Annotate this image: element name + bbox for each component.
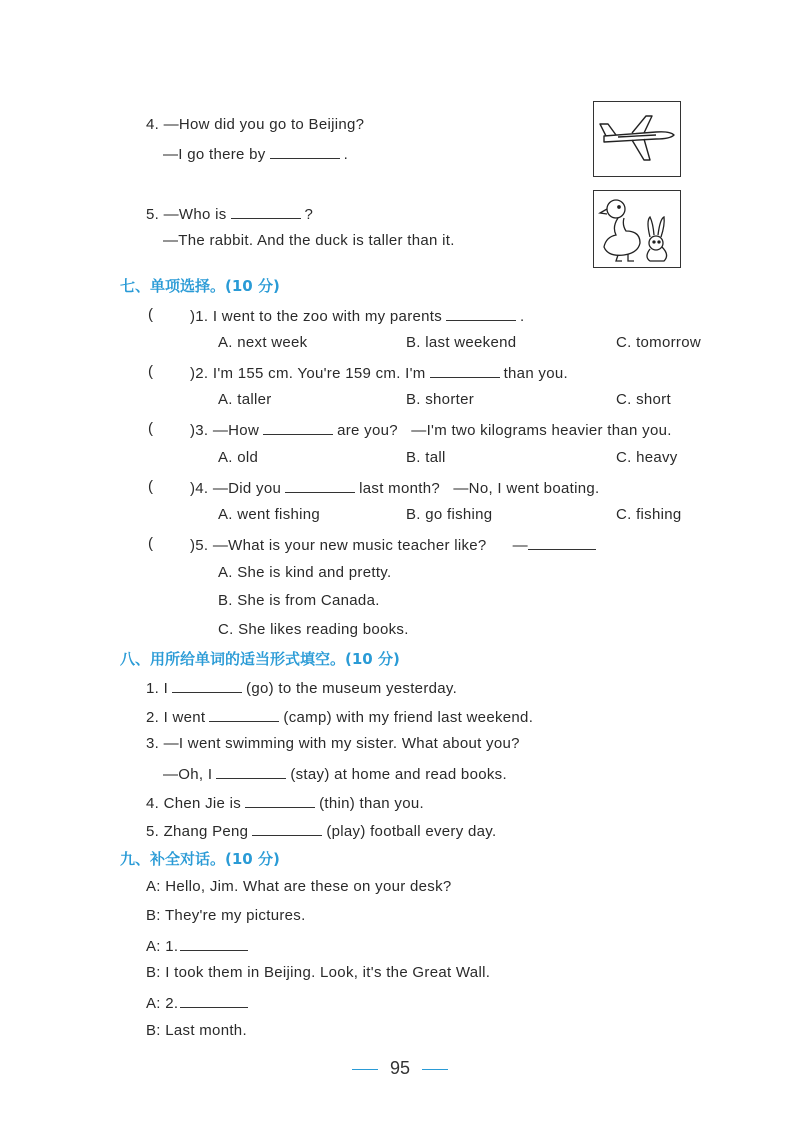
answer-blank[interactable] (263, 419, 333, 435)
answer-blank[interactable] (270, 143, 340, 159)
airplane-icon (594, 102, 680, 176)
s8-item-3: 3. —I went swimming with my sister. What about you? (146, 735, 520, 752)
q5-answer: —The rabbit. And the duck is taller than it. (163, 232, 455, 249)
s8-item-4: 4. Chen Jie is (thin) than you. (146, 792, 424, 814)
footer-divider (352, 1069, 378, 1070)
option-b[interactable]: B. go fishing (406, 506, 493, 523)
option-b[interactable]: B. shorter (406, 391, 475, 408)
duck-rabbit-picture (593, 190, 681, 268)
question-text: )4. —Did you last month? —No, I went boating. (190, 477, 599, 499)
airplane-picture (593, 101, 681, 177)
section-8-heading: 八、用所给单词的适当形式填空。(10 分) (120, 650, 400, 668)
option-a[interactable]: A. old (218, 449, 259, 466)
answer-blank[interactable] (245, 792, 315, 808)
answer-blank[interactable] (216, 763, 286, 779)
option-a[interactable]: A. next week (218, 334, 308, 351)
option-c[interactable]: C. fishing (616, 506, 682, 523)
answer-blank[interactable] (172, 677, 242, 693)
question-text: )3. —How are you? —I'm two kilograms heavier than you. (190, 419, 672, 441)
option-a[interactable]: A. taller (218, 391, 272, 408)
answer-blank[interactable] (180, 935, 248, 951)
option-a[interactable]: A. went fishing (218, 506, 321, 523)
option-b[interactable]: B. last weekend (406, 334, 517, 351)
option-c[interactable]: C. She likes reading books. (218, 621, 409, 638)
option-b[interactable]: B. She is from Canada. (218, 592, 380, 609)
page-footer (0, 1058, 800, 1079)
section-7-heading: 七、单项选择。(10 分) (120, 277, 280, 295)
option-a[interactable]: A. She is kind and pretty. (218, 564, 392, 581)
s8-item-2: 2. I went (camp) with my friend last weekend. (146, 706, 533, 728)
dialog-line-5: A: 2. (146, 992, 252, 1014)
dialog-line-6: B: Last month. (146, 1022, 247, 1039)
answer-blank[interactable] (430, 362, 500, 378)
dialog-line-1: A: Hello, Jim. What are these on your desk? (146, 878, 452, 895)
footer-divider (422, 1069, 448, 1070)
question-text: )2. I'm 155 cm. You're 159 cm. I'm than you. (190, 362, 568, 384)
option-c[interactable]: C. tomorrow (616, 334, 701, 351)
answer-blank[interactable] (285, 477, 355, 493)
q4-answer: —I go there by . (163, 143, 348, 165)
answer-blank[interactable] (180, 992, 248, 1008)
q5-question: 5. —Who is ? (146, 203, 313, 225)
answer-blank[interactable] (209, 706, 279, 722)
answer-blank[interactable] (528, 534, 596, 550)
question-text: )1. I went to the zoo with my parents . (190, 305, 525, 327)
option-c[interactable]: C. heavy (616, 449, 678, 466)
answer-blank[interactable] (252, 820, 322, 836)
s8-item-5: 5. Zhang Peng (play) football every day. (146, 820, 496, 842)
duck-rabbit-icon (594, 191, 680, 267)
question-text: )5. —What is your new music teacher like? — (190, 534, 600, 556)
answer-blank[interactable] (446, 305, 516, 321)
s8-item-1: 1. I (go) to the museum yesterday. (146, 677, 457, 699)
section-9-heading: 九、补全对话。(10 分) (120, 850, 280, 868)
option-b[interactable]: B. tall (406, 449, 446, 466)
dialog-line-2: B: They're my pictures. (146, 907, 306, 924)
dialog-line-4: B: I took them in Beijing. Look, it's the Great Wall. (146, 964, 491, 981)
option-c[interactable]: C. short (616, 391, 671, 408)
answer-blank[interactable] (231, 203, 301, 219)
page-number: 95 (389, 1058, 411, 1078)
dialog-line-3: A: 1. (146, 935, 252, 957)
s8-item-3-answer: —Oh, I (stay) at home and read books. (163, 763, 507, 785)
q4-question: 4. —How did you go to Beijing? (146, 116, 365, 133)
